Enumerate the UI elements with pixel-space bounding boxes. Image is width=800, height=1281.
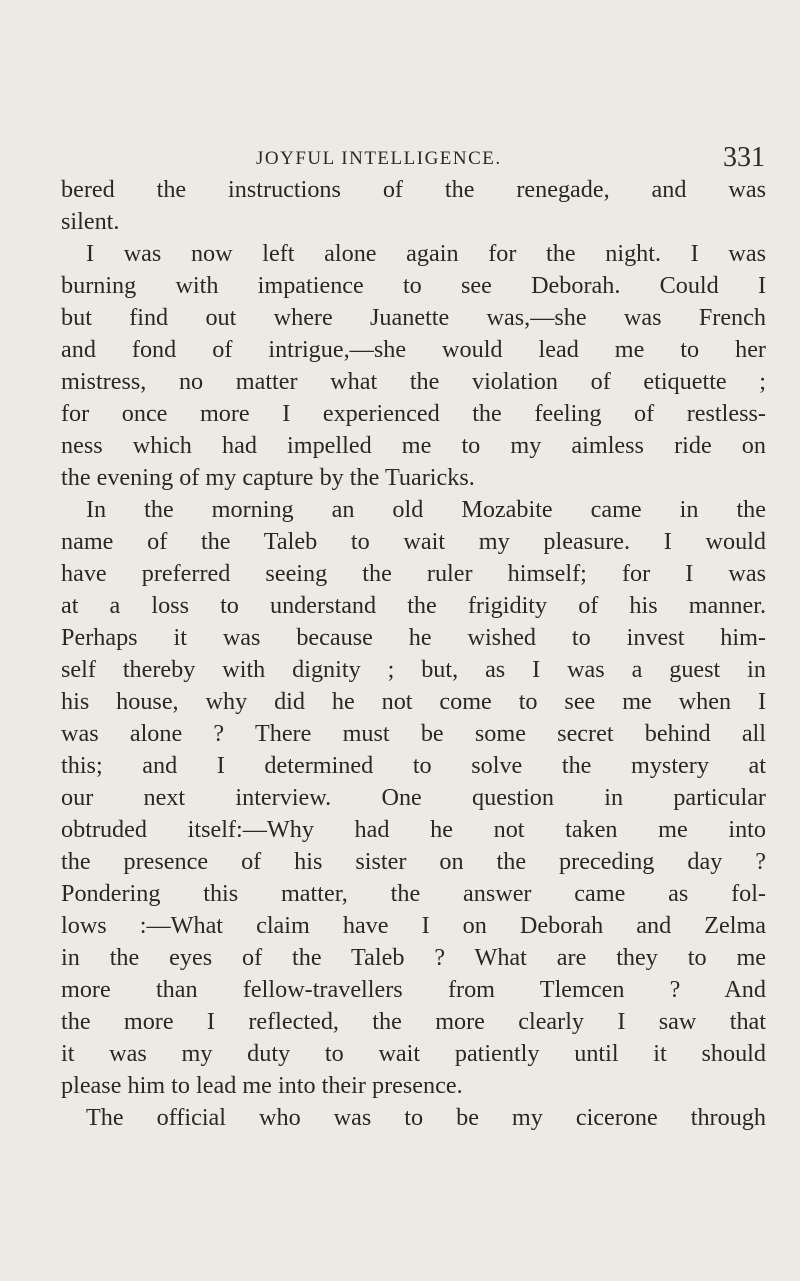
page-number: 331 <box>723 142 765 173</box>
text-line: and fond of intrigue,—she would lead me to her <box>61 336 766 363</box>
text-line: at a loss to understand the frigidity of his manner. <box>61 592 766 619</box>
text-line: ness which had impelled me to my aimless ride on <box>61 432 766 459</box>
text-line: lows :—What claim have I on Deborah and Zelma <box>61 912 766 939</box>
text-line: In the morning an old Mozabite came in the <box>86 496 766 523</box>
text-line: mistress, no matter what the violation of etiquette ; <box>61 368 766 395</box>
text-line: the more I reflected, the more clearly I saw that <box>61 1008 766 1035</box>
text-line: but find out where Juanette was,—she was French <box>61 304 766 331</box>
text-line: burning with impatience to see Deborah. Could I <box>61 272 766 299</box>
text-line: have preferred seeing the ruler himself; for I was <box>61 560 766 587</box>
body-text <box>61 174 766 1134</box>
text-line: the presence of his sister on the preceding day ? <box>61 848 766 875</box>
text-line: The official who was to be my cicerone through <box>86 1104 766 1131</box>
text-line: in the eyes of the Taleb ? What are they to me <box>61 944 766 971</box>
text-line: Perhaps it was because he wished to invest him- <box>61 624 766 651</box>
text-line: it was my duty to wait patiently until it should <box>61 1040 766 1067</box>
text-line: name of the Taleb to wait my pleasure. I would <box>61 528 766 555</box>
text-line: for once more I experienced the feeling of restless- <box>61 400 766 427</box>
text-line: more than fellow-travellers from Tlemcen ? And <box>61 976 766 1003</box>
text-line: was alone ? There must be some secret behind all <box>61 720 766 747</box>
text-line: silent. <box>61 208 120 235</box>
text-line: the evening of my capture by the Tuaricks. <box>61 464 475 491</box>
text-line: our next interview. One question in particular <box>61 784 766 811</box>
text-line: self thereby with dignity ; but, as I was a guest in <box>61 656 766 683</box>
text-line: obtruded itself:—Why had he not taken me into <box>61 816 766 843</box>
text-line: his house, why did he not come to see me when I <box>61 688 766 715</box>
text-line: I was now left alone again for the night. I was <box>86 240 766 267</box>
running-title: JOYFUL INTELLIGENCE. <box>256 148 502 169</box>
text-line: this; and I determined to solve the mystery at <box>61 752 766 779</box>
text-line: Pondering this matter, the answer came as fol- <box>61 880 766 907</box>
running-head <box>60 142 765 174</box>
text-line: please him to lead me into their presence. <box>61 1072 463 1099</box>
text-line: bered the instructions of the renegade, and was <box>61 176 766 203</box>
